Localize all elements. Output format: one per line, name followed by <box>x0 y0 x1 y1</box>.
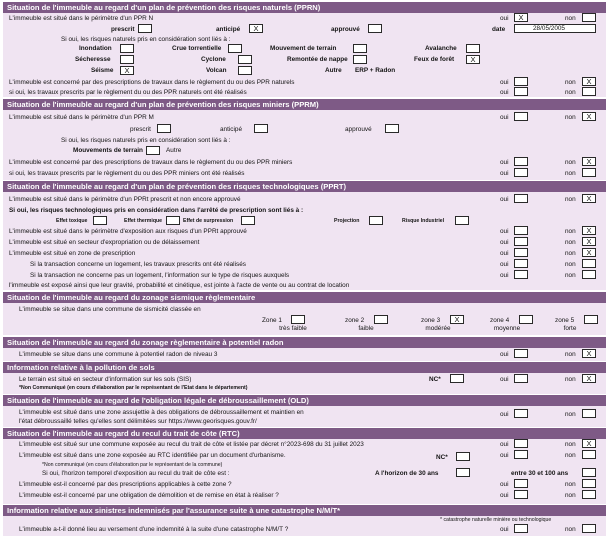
pprn-approuve-label: approuvé <box>331 26 360 33</box>
sinistres-oui-label: oui <box>500 526 509 533</box>
pprt-projection-label: Projection <box>334 218 360 224</box>
pprn-autre-label: Autre <box>325 67 342 74</box>
pprt-q4-oui-checkbox[interactable] <box>514 248 528 257</box>
rtc-q5-oui-label: oui <box>500 492 509 499</box>
rtc-note: *Non communiqué (en cours d'élaboration par le représentant de la commune) <box>42 462 223 468</box>
pprn-crue-label: Crue torrentielle <box>172 45 222 52</box>
old-oui-checkbox[interactable] <box>514 409 528 418</box>
pollution-note: *Non Communiqué (en cours d'élaboration par le représentant de l'Etat dans le département) <box>19 385 248 391</box>
sismique-zone4-label: zone 4 <box>490 317 510 324</box>
pprt-q4-oui-label: oui <box>500 250 509 257</box>
pprm-si-oui-label: Si oui, les risques naturels pris en considération sont liés à : <box>61 137 231 144</box>
sismique-zone5-checkbox[interactable] <box>584 315 598 324</box>
sinistres-oui-checkbox[interactable] <box>514 524 528 533</box>
pprt-projection-checkbox[interactable] <box>369 216 383 225</box>
sismique-zone5-level: forte <box>563 325 577 332</box>
pprn-q3-oui-label: oui <box>500 89 509 96</box>
rtc-q4-label: L'immeuble est-il concerné par des prescriptions applicables à cette zone ? <box>19 481 232 488</box>
pprn-anticipe-label: anticipé <box>216 26 241 33</box>
pprm-q3-label: si oui, les travaux prescrits par le règlement du ou des PPR miniers ont été réalisés <box>9 170 245 177</box>
old-non-checkbox[interactable] <box>582 409 596 418</box>
pprm-q3-oui-checkbox[interactable] <box>514 168 528 177</box>
pprt-risque-industriel-checkbox[interactable] <box>455 216 469 225</box>
pollution-oui-checkbox[interactable] <box>514 374 528 383</box>
pprt-q2-non-checkbox[interactable]: X <box>582 226 596 235</box>
sismique-zone1-label: Zone 1 <box>262 317 282 324</box>
pprn-q3-oui-checkbox[interactable] <box>514 87 528 96</box>
sismique-zone2-label: zone 2 <box>345 317 365 324</box>
rtc-q1-non-label: non <box>565 441 576 448</box>
rtc-q5-non-label: non <box>565 492 576 499</box>
pprn-prescrit-label: prescrit <box>111 26 135 33</box>
pprn-date-field[interactable]: 28/05/2005 <box>514 24 596 33</box>
section-pprn-header: Situation de l'immeuble au regard d'un plan de prévention des risques naturels (PPRN) <box>3 2 606 13</box>
rtc-q5-oui-checkbox[interactable] <box>514 490 528 499</box>
pprn-q1-label: L'immeuble est situé dans le périmètre d'un PPR N <box>9 15 154 22</box>
old-non-label: non <box>565 411 576 418</box>
rtc-h100-label: entre 30 et 100 ans <box>511 470 569 477</box>
section-pprt-header: Situation de l'immeuble au regard d'un plan de prévention des risques technologiques (PPRT) <box>3 181 606 192</box>
pprt-q1-oui-checkbox[interactable] <box>514 194 528 203</box>
pprn-q2-label: L'immeuble est concerné par des prescriptions de travaux dans le règlement du ou des PPR naturels <box>9 79 295 86</box>
sismique-zone3-checkbox[interactable]: X <box>450 315 464 324</box>
pprt-q5-oui-label: oui <box>500 261 509 268</box>
pprm-q2-non-checkbox[interactable]: X <box>582 157 596 166</box>
pprm-mouvements-label: Mouvements de terrain <box>73 147 143 154</box>
pprn-inondation-checkbox[interactable] <box>120 44 134 53</box>
pprn-q1-non-checkbox[interactable] <box>582 13 596 22</box>
pprn-q1-non-label: non <box>565 15 576 22</box>
sinistres-non-label: non <box>565 526 576 533</box>
pprn-cyclone-label: Cyclone <box>201 56 226 63</box>
rtc-h100-checkbox[interactable] <box>582 468 596 477</box>
pprt-q3-label: L'immeuble est situé en secteur d'expropriation ou de délaissement <box>9 239 200 246</box>
pprn-cyclone-checkbox[interactable] <box>238 55 252 64</box>
rtc-q1-oui-label: oui <box>500 441 509 448</box>
pprt-q6-oui-label: oui <box>500 272 509 279</box>
pprn-date-label: date <box>492 26 506 33</box>
pprn-si-oui-label: Si oui, les risques naturels pris en considération sont liés à : <box>61 36 231 43</box>
pprm-q1-non-checkbox[interactable]: X <box>582 112 596 121</box>
old-oui-label: oui <box>500 411 509 418</box>
pprm-anticipe-label: anticipé <box>220 126 243 133</box>
rtc-q4-oui-checkbox[interactable] <box>514 479 528 488</box>
pprt-risque-industriel-label: Risque Industriel <box>402 218 445 224</box>
pprn-anticipe-checkbox[interactable]: X <box>249 24 263 33</box>
pollution-q1-label: Le terrain est situé en secteur d'information sur les sols (SIS) <box>19 376 192 383</box>
rtc-h30-label: A l'horizon de 30 ans <box>375 470 439 477</box>
pollution-nc-checkbox[interactable] <box>450 374 464 383</box>
pprt-effet-thermique-checkbox[interactable] <box>166 216 180 225</box>
pprn-remontee-label: Remontée de nappe <box>287 56 348 63</box>
sismique-zone5-label: zone 5 <box>555 317 575 324</box>
pprn-crue-checkbox[interactable] <box>228 44 242 53</box>
pprn-feux-checkbox[interactable]: X <box>466 55 480 64</box>
rtc-q1-label: L'immeuble est situé sur une commune exposée au recul du trait de côte et listée par décret n°2023-698 du 31 juillet 2023 <box>19 441 364 448</box>
pprt-q5-oui-checkbox[interactable] <box>514 259 528 268</box>
pprm-q3-oui-label: oui <box>500 170 509 177</box>
pprm-q3-non-checkbox[interactable] <box>582 168 596 177</box>
pprn-feux-label: Feux de forêt <box>414 56 455 63</box>
pprn-q2-oui-label: oui <box>500 79 509 86</box>
pprn-volcan-label: Volcan <box>206 67 227 74</box>
pprt-q3-oui-label: oui <box>500 239 509 246</box>
pprt-q6-non-checkbox[interactable] <box>582 270 596 279</box>
pprm-q2-oui-label: oui <box>500 159 509 166</box>
section-radon-header: Situation de l'immeuble au regard du zonage règlementaire à potentiel radon <box>3 337 606 348</box>
sismique-zone4-level: moyenne <box>493 325 521 332</box>
pprn-secheresse-checkbox[interactable] <box>120 55 134 64</box>
rtc-q2-non-label: non <box>565 452 576 459</box>
section-sinistres-header: Information relative aux sinistres indemnisés par l'assurance suite à une catastrophe N/M/T* <box>3 505 606 516</box>
pprn-inondation-label: Inondation <box>79 45 112 52</box>
pprn-autre-value: ERP + Radon <box>355 67 396 74</box>
rtc-q1-non-checkbox[interactable]: X <box>582 439 596 448</box>
pprm-mouvements-checkbox[interactable] <box>146 146 160 155</box>
sismique-zone2-checkbox[interactable] <box>374 315 388 324</box>
pprt-effet-surpression-checkbox[interactable] <box>241 216 255 225</box>
pprm-prescrit-label: prescrit <box>130 126 151 133</box>
radon-oui-label: oui <box>500 351 509 358</box>
sinistres-non-checkbox[interactable] <box>582 524 596 533</box>
pprt-effet-thermique-label: Effet thermique <box>124 218 163 224</box>
sinistres-q1-label: L'immeuble a-t-il donné lieu au versement d'une indemnité à la suite d'une catastrophe N/M/T ? <box>19 526 289 533</box>
sismique-q1-label: L'immeuble se situe dans une commune de sismicité classée en <box>19 306 201 313</box>
pprm-q2-label: L'immeuble est concerné par des prescriptions de travaux dans le règlement du ou des PPR miniers <box>9 159 293 166</box>
radon-non-label: non <box>565 351 576 358</box>
sinistres-note: * catastrophe naturelle minière ou technologique <box>440 517 552 523</box>
radon-oui-checkbox[interactable] <box>514 349 528 358</box>
sismique-zone1-checkbox[interactable] <box>291 315 305 324</box>
rtc-q2-oui-label: oui <box>500 452 509 459</box>
pprt-q1-non-checkbox[interactable]: X <box>582 194 596 203</box>
section-pprm-header: Situation de l'immeuble au regard d'un plan de prévention des risques miniers (PPRM) <box>3 99 606 110</box>
pprt-q5-non-label: non <box>565 261 576 268</box>
pprt-q7-label: l'immeuble est exposé ainsi que leur gravité, probabilité et cinétique, est jointe à l'acte de vente ou au contrat de location <box>9 282 350 289</box>
section-pollution-header: Information relative à la pollution de sols <box>3 362 606 373</box>
rtc-q5-label: L'immeuble est-il concerné par une obligation de démolition et de remise en état à réaliser ? <box>19 492 279 499</box>
section-sismique-header: Situation de l'immeuble au regard du zonage sismique règlementaire <box>3 292 606 303</box>
pprt-q5-non-checkbox[interactable] <box>582 259 596 268</box>
pprm-q1-oui-checkbox[interactable] <box>514 112 528 121</box>
pprm-approuve-checkbox[interactable] <box>385 124 399 133</box>
rtc-q4-oui-label: oui <box>500 481 509 488</box>
pprt-q6-non-label: non <box>565 272 576 279</box>
pprm-autre-label: Autre <box>166 147 182 154</box>
pprn-avalanche-checkbox[interactable] <box>466 44 480 53</box>
pprn-mouvement-label: Mouvement de terrain <box>270 45 337 52</box>
pprt-q2-label: L'immeuble est situé dans le périmètre d'exposition aux risques d'un PPRt approuvé <box>9 228 247 235</box>
pprm-approuve-label: approuvé <box>345 126 372 133</box>
pprt-q1-label: L'immeuble est situé dans le périmètre d'un PPRt prescrit et non encore approuvé <box>9 196 241 203</box>
pprt-q2-non-label: non <box>565 228 576 235</box>
pprt-effet-toxique-checkbox[interactable] <box>93 216 107 225</box>
pprn-q2-non-checkbox[interactable]: X <box>582 77 596 86</box>
pprt-q4-non-label: non <box>565 250 576 257</box>
pprt-q3-non-checkbox[interactable]: X <box>582 237 596 246</box>
pprt-q6-oui-checkbox[interactable] <box>514 270 528 279</box>
pprt-q1-oui-label: oui <box>500 196 509 203</box>
pprt-q3-non-label: non <box>565 239 576 246</box>
rtc-q2-non-checkbox[interactable] <box>582 450 596 459</box>
pprn-seisme-checkbox[interactable]: X <box>120 66 134 75</box>
pollution-oui-label: oui <box>500 376 509 383</box>
pprn-q2-non-label: non <box>565 79 576 86</box>
rtc-q3-label: Si oui, l'horizon temporel d'exposition au recul du trait de côte est : <box>42 470 230 477</box>
pollution-nc-label: NC* <box>429 376 441 383</box>
rtc-nc-checkbox[interactable] <box>456 452 470 461</box>
rtc-h30-checkbox[interactable] <box>456 468 470 477</box>
pprt-q4-non-checkbox[interactable]: X <box>582 248 596 257</box>
pprt-q4-label: L'immeuble est situé en zone de prescription <box>9 250 136 257</box>
pprt-q1-non-label: non <box>565 196 576 203</box>
rtc-q5-non-checkbox[interactable] <box>582 490 596 499</box>
pprn-q1-oui-checkbox[interactable]: X <box>514 13 528 22</box>
pprt-q3-oui-checkbox[interactable] <box>514 237 528 246</box>
pprt-effet-surpression-label: Effet de surpression <box>183 218 234 224</box>
pprm-q3-non-label: non <box>565 170 576 177</box>
pprm-q2-oui-checkbox[interactable] <box>514 157 528 166</box>
pprm-q1-oui-label: oui <box>500 114 509 121</box>
pprm-q1-non-label: non <box>565 114 576 121</box>
sismique-zone1-level: très faible <box>279 325 307 332</box>
pollution-non-label: non <box>565 376 576 383</box>
rtc-q4-non-checkbox[interactable] <box>582 479 596 488</box>
sismique-zone2-level: faible <box>358 325 374 332</box>
sismique-zone3-label: zone 3 <box>421 317 441 324</box>
pprn-remontee-checkbox[interactable] <box>353 55 367 64</box>
pprn-secheresse-label: Sécheresse <box>75 56 111 63</box>
pollution-non-checkbox[interactable]: X <box>582 374 596 383</box>
rtc-nc-label: NC* <box>436 454 448 461</box>
pprt-effet-toxique-label: Effet toxique <box>56 218 88 224</box>
radon-q1-label: L'immeuble se situe dans une commune à potentiel radon de niveau 3 <box>19 351 218 358</box>
pprm-anticipe-checkbox[interactable] <box>254 124 268 133</box>
pprt-q2-oui-label: oui <box>500 228 509 235</box>
old-q1-label: L'immeuble est situé dans une zone assujettie à des obligations de débroussaillement et maintien en <box>19 409 304 416</box>
sismique-zone3-level: modérée <box>425 325 451 332</box>
pprn-avalanche-label: Avalanche <box>425 45 457 52</box>
rtc-q2-label: L'immeuble est situé dans une zone exposée au RTC identifiée par un document d'urbanisme. <box>19 452 286 459</box>
pprn-q1-oui-label: oui <box>500 15 509 22</box>
pprn-prescrit-checkbox[interactable] <box>138 24 152 33</box>
pprt-q6-label: Si la transaction ne concerne pas un logement, l'information sur le type de risques auxquels <box>30 272 290 279</box>
pprn-volcan-checkbox[interactable] <box>238 66 252 75</box>
pprt-si-oui-label: Si oui, les risques technologiques pris en considération dans l'arrêté de prescription sont liés à : <box>9 207 304 214</box>
pprn-approuve-checkbox[interactable] <box>368 24 382 33</box>
pprt-q2-oui-checkbox[interactable] <box>514 226 528 235</box>
section-old-header: Situation de l'immeuble au regard de l'obligation légale de débroussaillement (OLD) <box>3 395 606 406</box>
radon-non-checkbox[interactable]: X <box>582 349 596 358</box>
pprm-q2-non-label: non <box>565 159 576 166</box>
section-rtc-header: Situation de l'immeuble au regard du recul du trait de côte (RTC) <box>3 428 606 439</box>
pprn-q3-non-label: non <box>565 89 576 96</box>
old-q2-label: l'état débroussaillé telles qu'elles sont délimitées sur https://www.georisques.gouv.fr/ <box>19 418 257 425</box>
rtc-q2-oui-checkbox[interactable] <box>514 450 528 459</box>
rtc-q4-non-label: non <box>565 481 576 488</box>
pprn-seisme-label: Séisme <box>91 67 114 74</box>
pprn-q2-oui-checkbox[interactable] <box>514 77 528 86</box>
pprn-q3-label: si oui, les travaux prescrits par le règlement du ou des PPR naturels ont été réalisés <box>9 89 247 96</box>
pprm-q1-label: L'immeuble est situé dans le périmètre d'un PPR M <box>9 114 154 121</box>
pprn-mouvement-checkbox[interactable] <box>353 44 367 53</box>
pprn-q3-non-checkbox[interactable] <box>582 87 596 96</box>
pprt-q5-label: Si la transaction concerne un logement, les travaux prescrits ont été réalisés <box>30 261 246 268</box>
rtc-q1-oui-checkbox[interactable] <box>514 439 528 448</box>
pprm-prescrit-checkbox[interactable] <box>157 124 171 133</box>
sismique-zone4-checkbox[interactable] <box>519 315 533 324</box>
